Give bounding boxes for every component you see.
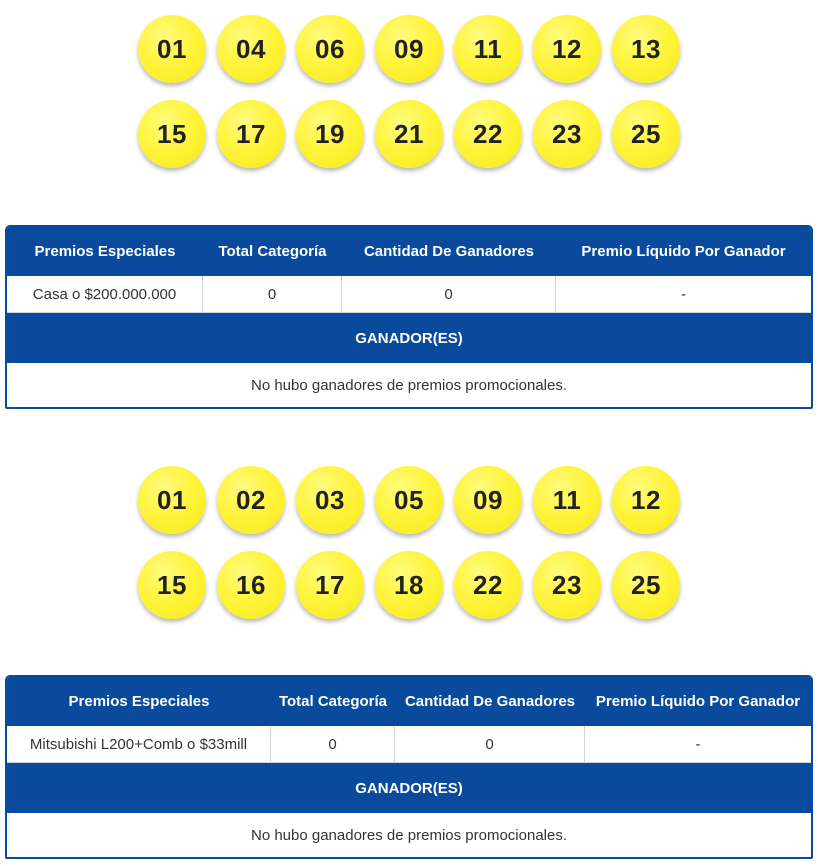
lottery-ball: 25: [612, 551, 680, 619]
lottery-ball: 22: [454, 100, 522, 168]
lottery-ball: 23: [533, 551, 601, 619]
lottery-ball: 09: [375, 15, 443, 83]
lottery-ball: 04: [217, 15, 285, 83]
lottery-ball: 01: [138, 466, 206, 534]
ball-row: [138, 100, 680, 168]
col-header-special-prizes: Premios Especiales: [68, 693, 210, 710]
lottery-ball: 03: [296, 466, 364, 534]
winner-count-cell: 0: [395, 726, 585, 762]
prize-name-cell: Mitsubishi L200+Comb o $33mill: [7, 726, 271, 762]
lottery-ball: 11: [454, 15, 522, 83]
table-header: [7, 227, 811, 276]
lottery-ball: 21: [375, 100, 443, 168]
lottery-ball: 23: [533, 100, 601, 168]
total-category-cell: 0: [271, 726, 395, 762]
ball-row: [138, 551, 680, 619]
table-row: [7, 726, 811, 763]
special-prizes-table-1: [5, 225, 813, 409]
col-header-net-prize: Premio Líquido Por Ganador: [581, 243, 786, 260]
lottery-ball: 01: [138, 15, 206, 83]
lottery-ball: 12: [533, 15, 601, 83]
net-prize-cell: -: [681, 285, 686, 303]
lottery-ball: 13: [612, 15, 680, 83]
col-header-total-category: Total Categoría: [278, 693, 388, 710]
lottery-ball: 11: [533, 466, 601, 534]
lottery-ball: 17: [217, 100, 285, 168]
table-header: [7, 677, 811, 726]
lottery-ball: 16: [217, 551, 285, 619]
col-header-winner-count: Cantidad De Ganadores: [363, 243, 535, 260]
lottery-ball: 09: [454, 466, 522, 534]
lottery-ball: 15: [138, 551, 206, 619]
lottery-ball: 06: [296, 15, 364, 83]
lottery-ball: 19: [296, 100, 364, 168]
col-header-net-prize: Premio Líquido Por Ganador: [595, 693, 801, 710]
ball-row: [138, 466, 680, 534]
winners-header: GANADOR(ES): [7, 313, 811, 363]
ball-row: [138, 15, 680, 83]
lottery-ball: 18: [375, 551, 443, 619]
col-header-winner-count: Cantidad De Ganadores: [404, 693, 576, 710]
col-header-special-prizes: Premios Especiales: [34, 243, 176, 260]
winners-message: No hubo ganadores de premios promocionales.: [250, 826, 568, 844]
table-row: [7, 276, 811, 313]
lottery-ball: 17: [296, 551, 364, 619]
lottery-ball: 12: [612, 466, 680, 534]
special-prizes-table-2: [5, 675, 813, 859]
lottery-ball: 02: [217, 466, 285, 534]
lottery-ball: 15: [138, 100, 206, 168]
lottery-ball: 25: [612, 100, 680, 168]
lottery-ball: 05: [375, 466, 443, 534]
draw-1-numbers: [0, 15, 818, 168]
total-category-cell: 0: [203, 276, 342, 312]
winner-count-cell: 0: [342, 276, 556, 312]
winners-message: No hubo ganadores de premios promocionales.: [250, 376, 568, 394]
col-header-total-category: Total Categoría: [218, 243, 327, 260]
net-prize-cell: -: [695, 735, 701, 753]
lottery-ball: 22: [454, 551, 522, 619]
draw-2-numbers: [0, 466, 818, 619]
winners-header: GANADOR(ES): [7, 763, 811, 813]
prize-name-cell: Casa o $200.000.000: [7, 276, 203, 312]
